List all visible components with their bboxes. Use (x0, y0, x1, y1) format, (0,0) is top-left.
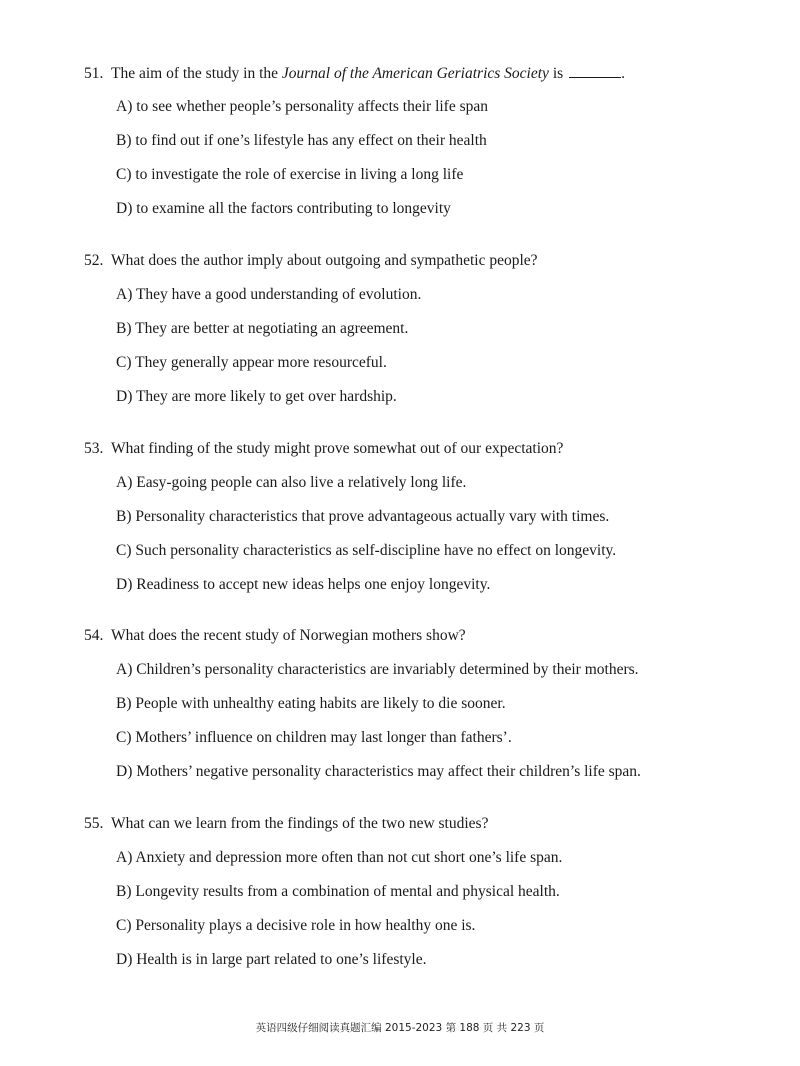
option-b: B) They are better at negotiating an agreement. (116, 320, 409, 337)
option-c: C) Mothers’ influence on children may last longer than fathers’. (116, 729, 512, 746)
journal-title: Journal of the American Geriatrics Society (281, 65, 549, 82)
question-54 (84, 626, 764, 780)
option-b: B) Longevity results from a combination of mental and physical health. (116, 883, 560, 900)
stem-text: What does the author imply about outgoing and sympathetic people? (110, 252, 538, 269)
option-d: D) Health is in large part related to one’s lifestyle. (116, 951, 427, 968)
question-stem (84, 251, 764, 271)
stem-text: What can we learn from the findings of the two new studies? (110, 815, 489, 832)
question-51 (84, 63, 764, 217)
option-b: B) to find out if one’s lifestyle has any effect on their health (116, 132, 487, 149)
question-55 (84, 814, 764, 968)
question-52 (84, 251, 764, 405)
stem-text: What finding of the study might prove somewhat out of our expectation? (110, 440, 564, 457)
question-stem (84, 439, 764, 459)
option-d: D) to examine all the factors contributing to longevity (116, 200, 451, 217)
question-53 (84, 439, 764, 593)
stem-end: . (621, 65, 626, 82)
option-c: C) to investigate the role of exercise in living a long life (116, 166, 464, 183)
option-a: A) They have a good understanding of evolution. (116, 286, 422, 303)
option-c: C) Personality plays a decisive role in how healthy one is. (116, 917, 476, 934)
option-a: A) Children’s personality characteristics are invariably determined by their mothers. (116, 661, 639, 678)
option-a: A) Easy-going people can also live a relatively long life. (116, 474, 467, 491)
option-b: B) People with unhealthy eating habits are likely to die sooner. (116, 695, 506, 712)
option-d: D) Readiness to accept new ideas helps one enjoy longevity. (116, 576, 491, 593)
option-a: A) to see whether people’s personality affects their life span (116, 98, 489, 115)
question-number: 54. (84, 627, 104, 644)
question-stem (84, 63, 764, 83)
question-stem (84, 626, 764, 646)
stem-text: What does the recent study of Norwegian mothers show? (110, 627, 466, 644)
stem-text-after: is (552, 65, 564, 82)
answer-blank (569, 63, 621, 78)
stem-text: The aim of the study in the (110, 65, 279, 82)
option-c: C) They generally appear more resourceful. (116, 354, 387, 371)
question-stem (84, 814, 764, 834)
option-c: C) Such personality characteristics as self-discipline have no effect on longevity. (116, 542, 617, 559)
question-number: 51. (84, 65, 104, 82)
option-d: D) They are more likely to get over hardship. (116, 388, 397, 405)
page-footer: 英语四级仔细阅读真题汇编 2015-2023 第 188 页 共 223 页 (255, 1022, 545, 1034)
option-b: B) Personality characteristics that prove advantageous actually vary with times. (116, 508, 610, 525)
question-number: 55. (84, 815, 104, 832)
question-number: 52. (84, 252, 104, 269)
option-a: A) Anxiety and depression more often than not cut short one’s life span. (116, 849, 563, 866)
option-d: D) Mothers’ negative personality characteristics may affect their children’s life span. (116, 763, 641, 780)
question-number: 53. (84, 440, 104, 457)
